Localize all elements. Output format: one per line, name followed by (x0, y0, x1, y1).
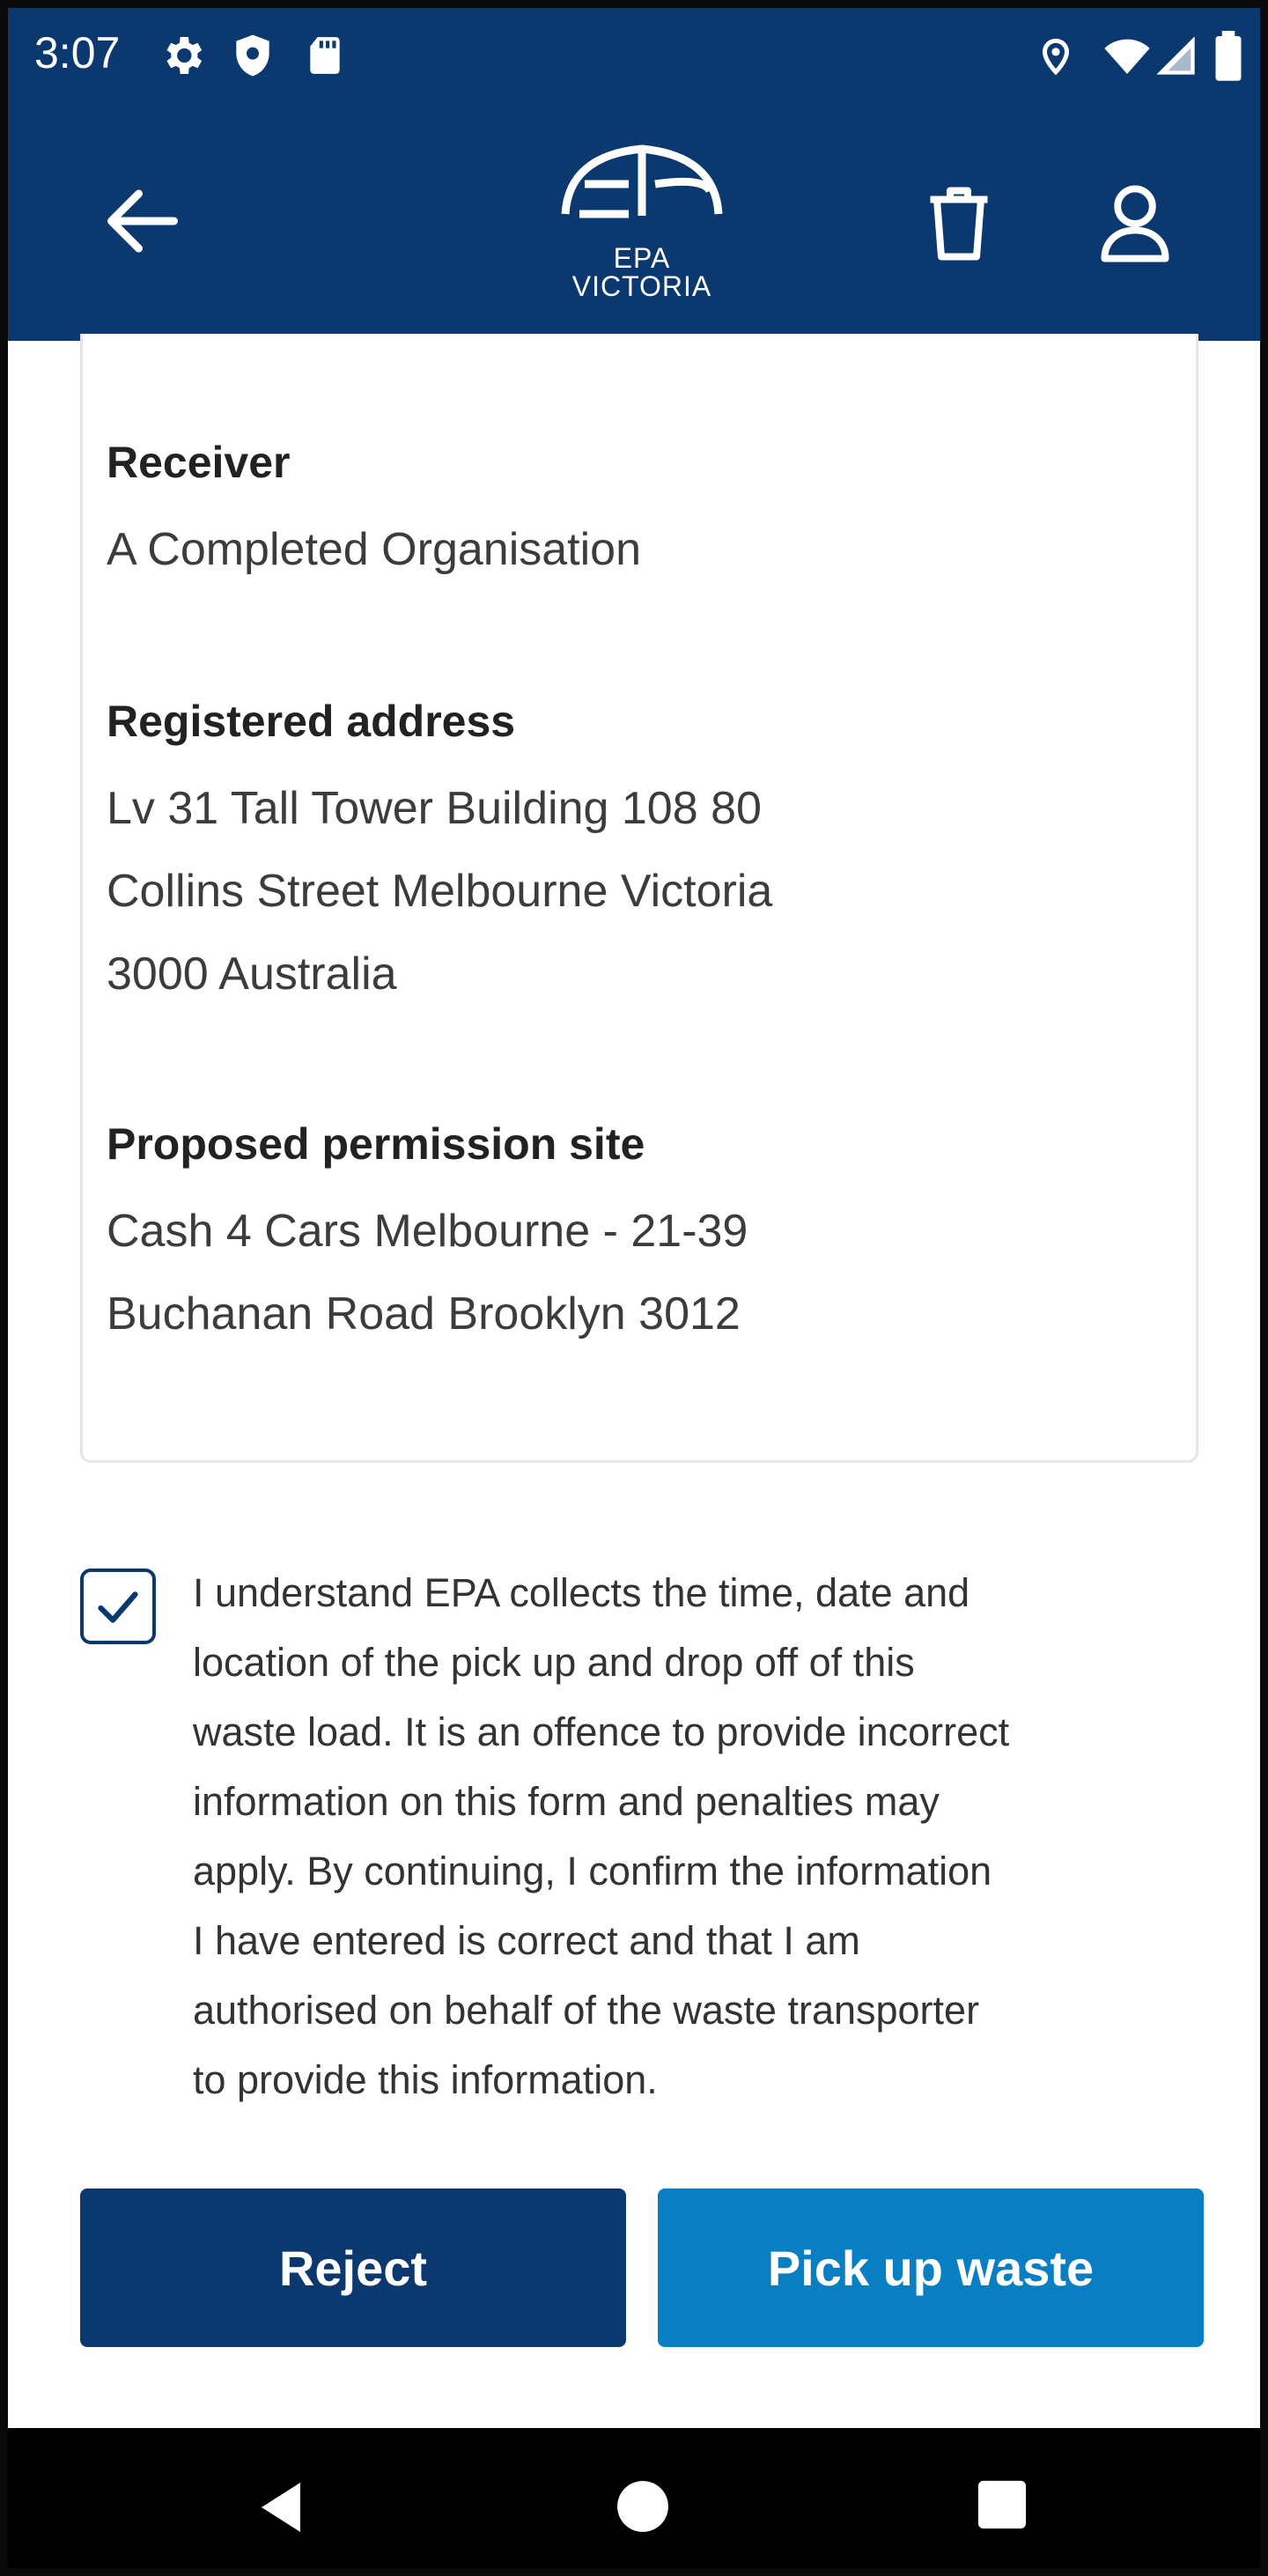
shield-icon (228, 31, 277, 80)
wifi-icon (1100, 31, 1154, 80)
address-line: 3000 Australia (107, 948, 397, 1000)
reject-button[interactable] (80, 2188, 626, 2347)
consent-line: I have entered is correct and that I am (193, 1918, 860, 1963)
epa-victoria-logo (549, 138, 734, 314)
receiver-value-line: A Completed Organisation (107, 524, 642, 575)
consent-line: location of the pick up and drop off of this (193, 1640, 915, 1685)
app-header (8, 105, 1260, 341)
sd-card-icon (303, 31, 347, 80)
battery-icon (1213, 31, 1244, 82)
consent-line: authorised on behalf of the waste transporter (193, 1988, 980, 2033)
user-icon[interactable] (1098, 184, 1172, 263)
trash-icon[interactable] (924, 184, 994, 263)
proposed-permission-site-label: Proposed permission site (107, 1119, 645, 1169)
system-nav-bar (8, 2428, 1260, 2576)
pick-up-waste-button-label: Pick up waste (767, 2240, 1095, 2296)
logo-text-epa: EPA (613, 242, 671, 274)
proposed-permission-site-value (107, 1190, 1075, 1355)
proposed-permission-site-field (107, 1118, 1075, 1355)
registered-address-field (107, 695, 1075, 1015)
receiver-label: Receiver (107, 438, 291, 487)
receiver-field (107, 436, 1075, 591)
top-bar (8, 8, 1260, 341)
gear-icon (158, 31, 207, 80)
location-icon (1034, 31, 1078, 80)
reject-button-label: Reject (278, 2240, 428, 2296)
arrow-left-icon[interactable] (103, 186, 182, 256)
consent-line: waste load. It is an offence to provide incorrect (193, 1709, 1010, 1754)
pick-up-waste-button[interactable] (658, 2188, 1204, 2347)
registered-address-value (107, 767, 1075, 1015)
checkmark-icon (84, 1572, 152, 1641)
signal-icon (1153, 31, 1198, 80)
logo-mark-icon (549, 138, 734, 226)
back-triangle-icon[interactable] (254, 2479, 307, 2535)
consent-line: I understand EPA collects the time, date and (193, 1570, 970, 1615)
site-line: Buchanan Road Brooklyn 3012 (107, 1288, 741, 1340)
home-circle-icon[interactable] (616, 2479, 670, 2534)
site-line: Cash 4 Cars Melbourne - 21-39 (107, 1206, 748, 1257)
consent-line: information on this form and penalties may (193, 1779, 940, 1824)
address-line: Lv 31 Tall Tower Building 108 80 (107, 783, 762, 834)
consent-line: to provide this information. (193, 2057, 658, 2102)
receiver-value (107, 508, 1075, 591)
recents-square-icon[interactable] (977, 2479, 1028, 2530)
consent-text (193, 1558, 1205, 2115)
consent-line: apply. By continuing, I confirm the information (193, 1849, 992, 1893)
logo-text-victoria: VICTORIA (571, 270, 712, 302)
status-bar (8, 8, 1260, 105)
address-line: Collins Street Melbourne Victoria (107, 866, 773, 917)
consent-checkbox[interactable] (80, 1568, 156, 1644)
status-time: 3:07 (34, 28, 121, 78)
registered-address-label: Registered address (107, 697, 516, 746)
